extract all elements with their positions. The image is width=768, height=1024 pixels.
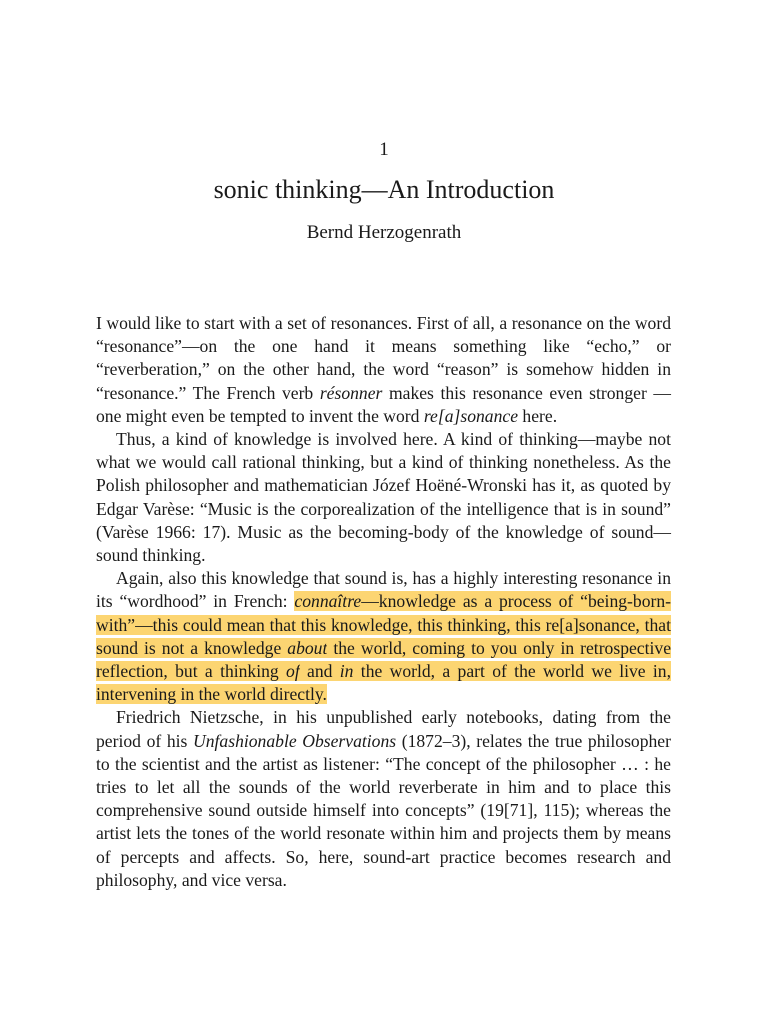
highlighted-text — [287, 638, 327, 658]
italic-text: résonner — [319, 382, 383, 403]
italic-text: connaître — [294, 591, 362, 612]
chapter-title: sonic thinking—An Introduction — [213, 175, 555, 204]
highlighted-text — [294, 591, 361, 611]
highlighted-text: the world, coming to you only in retrospective reflection, but a thinking — [96, 637, 671, 682]
italic-text: of — [286, 661, 300, 682]
paragraph-3: Again, also this knowledge that sound is, has a highly interesting resonance in its “wordhood” in French: connaître—knowledge as a process of “being-born-with”—this could mean that this knowledge, this thinking, this re[a]sonance, that sound is not a knowledge about the world, coming to you only in retrospective reflection, but a thinking of and in the world, a part of the world we live in, intervening in the world directly. — [96, 568, 672, 705]
paragraph-2: Thus, a kind of knowledge is involved here. A kind of thinking—maybe not what we would call rational thinking, but a kind of thinking nonetheless. As the Polish philosopher and mathematician Józef Hoëné-Wronski has it, as quoted by Edgar Varèse: “Music is the corporealization of the intelligence that is in sound” (Varèse 1966: 17). Music as the becoming-body of the knowledge of sound—sound thinking. — [96, 429, 671, 566]
paragraph-1: I would like to start with a set of resonances. First of all, a resonance on the word “resonance”—on the one hand it means something like “echo,” or “reverberation,” on the other hand, the word “reason” is somehow hidden in “resonance.” The French verb résonner makes this resonance even stronger —one might even be tempted to invent the word re[a]sonance here. — [96, 313, 671, 426]
italic-text: re[a]sonance — [423, 405, 519, 426]
highlighted-text — [340, 661, 354, 681]
highlighted-text: and — [299, 661, 340, 682]
highlighted-text: the world, a part of the world we live in, intervening in the world directly. — [96, 661, 672, 705]
italic-text: Unfashionable Observations — [193, 730, 397, 751]
body-text — [96, 312, 671, 892]
paragraph-4: Friedrich Nietzsche, in his unpublished early notebooks, dating from the period of his Unfashionable Observations (1872–3), relates the true philosopher to the scientist and the artist as listener: “The concept of the philosopher … : he tries to let all the sounds of the world reverberate in him and to place this comprehensive sound outside himself into concepts” (19[71], 115); whereas the artist lets the tones of the world resonate within him and projects them by means of percepts and affects. So, here, sound-art practice becomes research and philosophy, and vice versa. — [96, 707, 671, 890]
highlighted-text: —knowledge as a process of “being-born-with”—this could mean that this knowledge, this thinking, this re[a]sonance, that sound is not a knowledge — [96, 591, 671, 658]
chapter-author: Bernd Herzogenrath — [306, 222, 462, 243]
highlighted-text — [286, 661, 300, 681]
chapter-number: 1 — [379, 139, 389, 160]
italic-text: in — [339, 661, 354, 682]
italic-text: about — [287, 637, 328, 658]
